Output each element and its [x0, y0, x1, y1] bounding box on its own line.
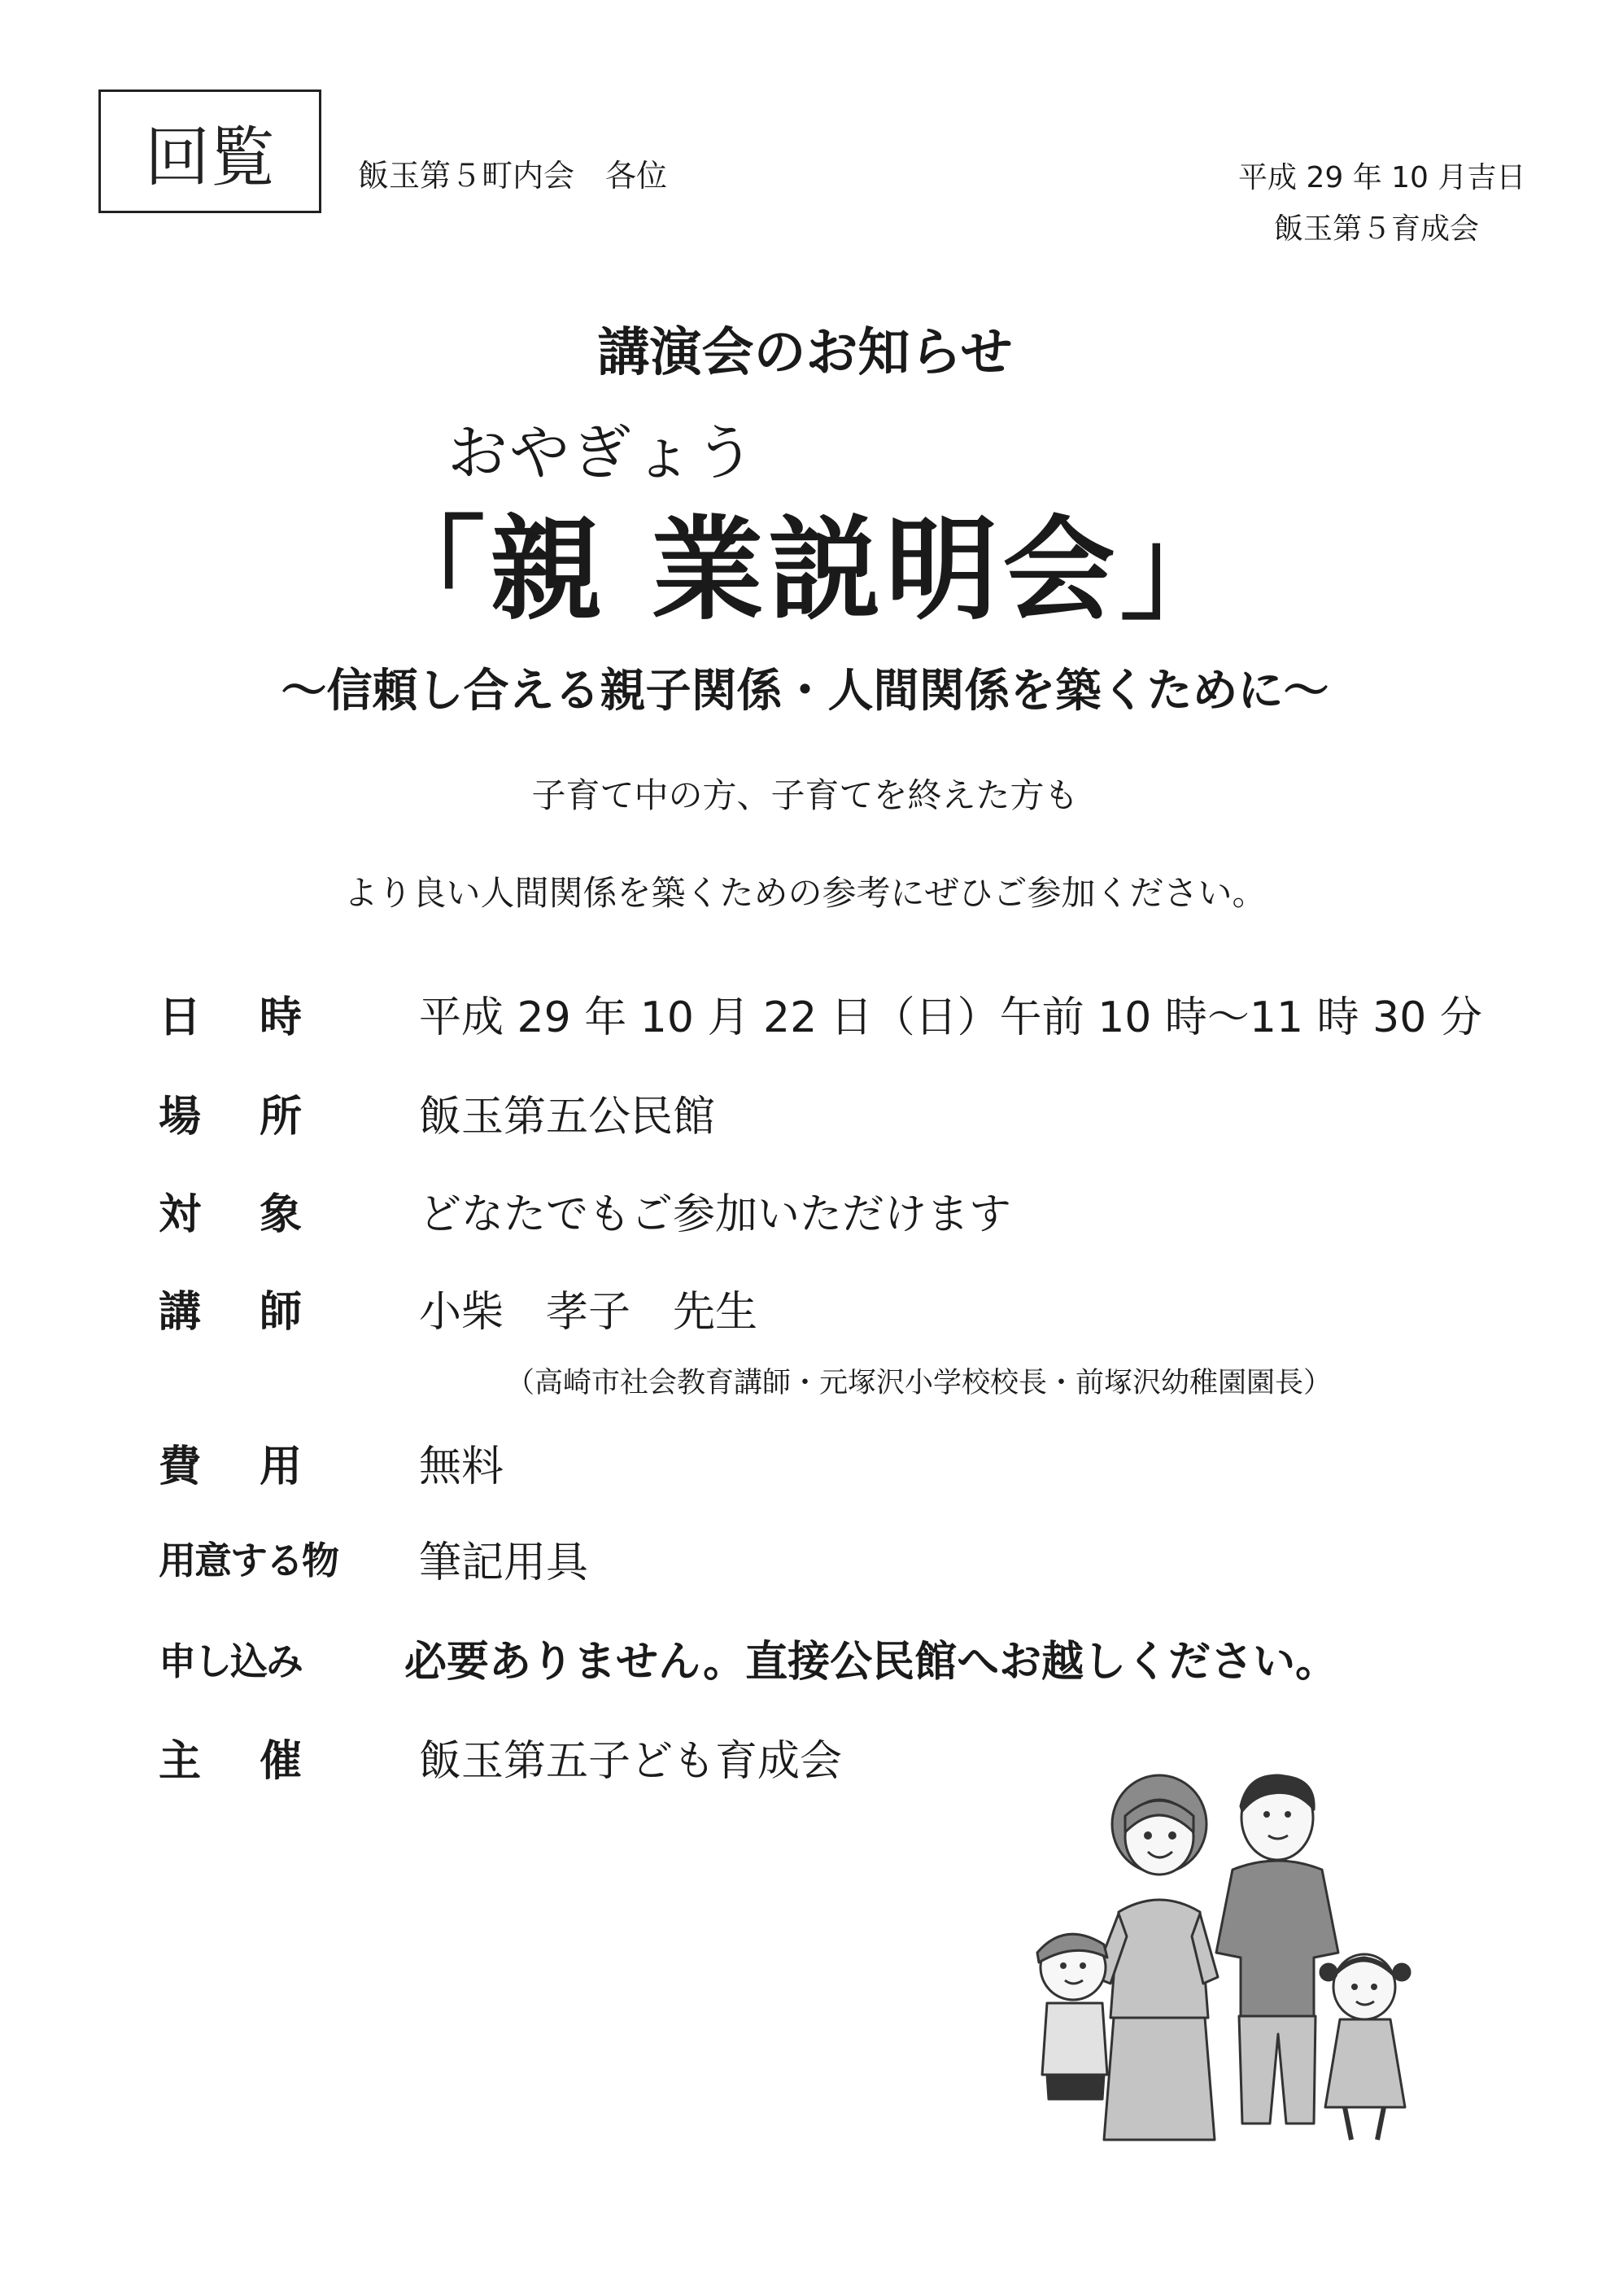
value-lecturer: 小柴 孝子 先生 [419, 1288, 758, 1337]
label-host: 主催 [159, 1737, 361, 1786]
title-ruby: おやぎょう [447, 418, 757, 488]
event-subtitle: ～信頼し合える親子関係・人間関係を築くために～ [281, 665, 1329, 718]
value-datetime: 平成 29 年 10 月 22 日（日）午前 10 時～11 時 30 分 [419, 993, 1482, 1042]
label-lecturer: 講師 [159, 1288, 361, 1337]
label-bring: 用意する物 [159, 1539, 338, 1582]
intro-line-2: より良い人間関係を築くための参考にぜひご参加ください。 [343, 873, 1267, 913]
value-venue: 飯玉第五公民館 [419, 1093, 716, 1141]
issuer: 飯玉第５育成会 [1274, 212, 1480, 246]
circulation-stamp: 回覧 [98, 89, 321, 213]
intro-line-1: 子育て中の方、子育てを終えた方も [531, 775, 1079, 815]
event-title: 「親 業説明会」 [373, 504, 1237, 635]
label-venue: 場所 [159, 1093, 361, 1141]
value-bring: 筆記用具 [419, 1539, 589, 1587]
value-cost: 無料 [419, 1443, 504, 1491]
label-apply: 申し込み [159, 1639, 302, 1683]
value-audience: どなたでもご参加いただけます [419, 1190, 1012, 1239]
label-cost: 費用 [159, 1443, 361, 1491]
family-illustration-icon [1029, 1774, 1452, 2156]
issue-date: 平成 29 年 10 月吉日 [1238, 161, 1526, 194]
notice-heading: 講演会のお知らせ [597, 323, 1013, 383]
addressee: 飯玉第５町内会 各位 [358, 158, 668, 194]
value-apply: 必要ありません。直接公民館へお越しください。 [404, 1638, 1338, 1687]
lecturer-credentials: （高崎市社会教育講師・元塚沢小学校校長・前塚沢幼稚園園長） [506, 1367, 1333, 1399]
label-datetime: 日時 [159, 993, 361, 1042]
value-host: 飯玉第五子ども育成会 [419, 1737, 843, 1786]
label-audience: 対象 [159, 1190, 361, 1239]
